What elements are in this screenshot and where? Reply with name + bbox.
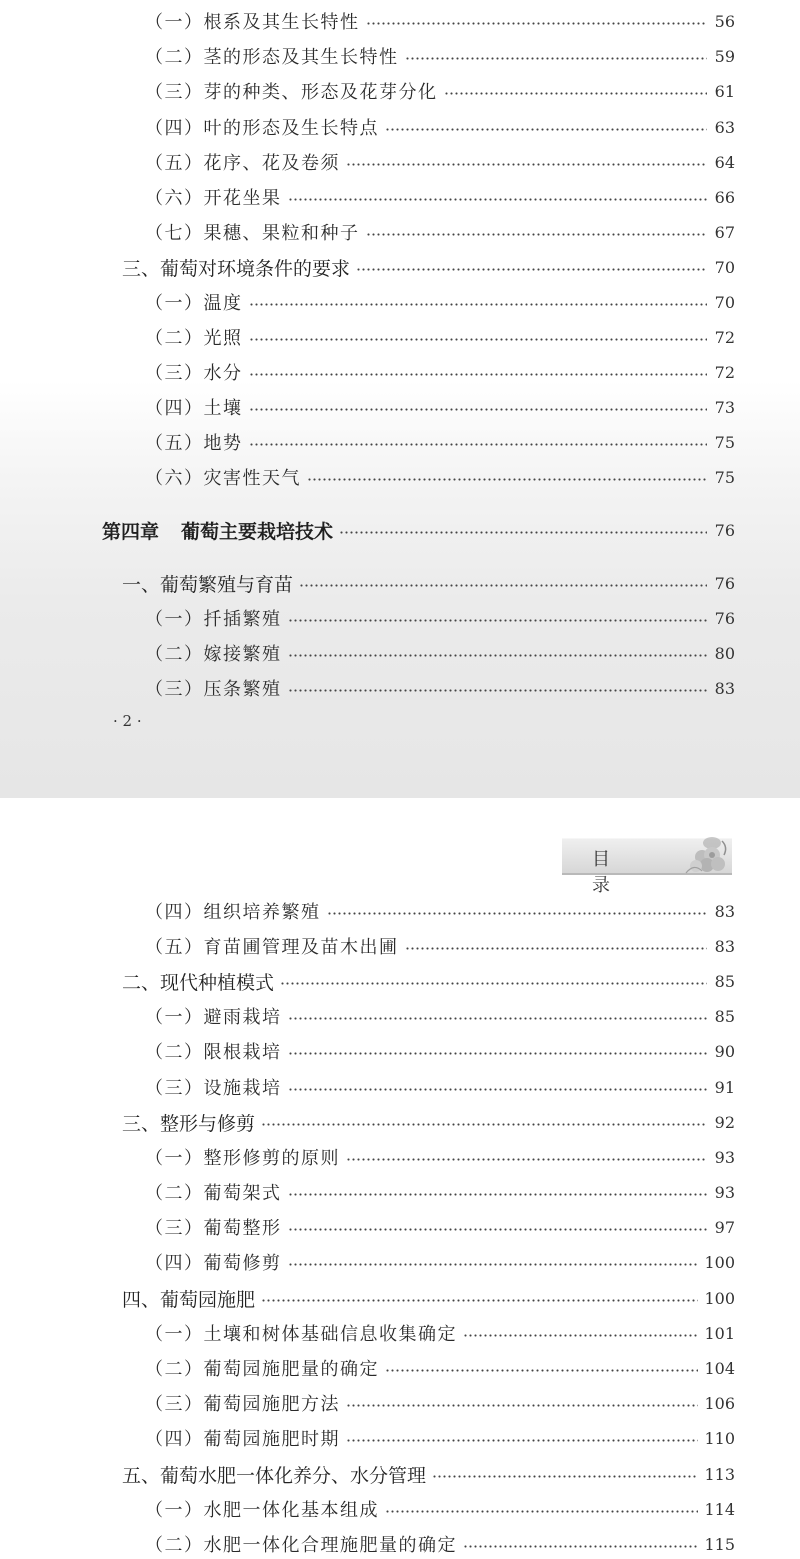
toc-entry[interactable]: [145, 1142, 735, 1172]
toc-entry-title: （一）整形修剪的原则: [145, 1148, 340, 1169]
toc-entry-title: （一）扦插繁殖: [145, 609, 282, 630]
toc-entry-page: 104: [704, 1358, 735, 1378]
toc-entry-title: （四）葡萄园施肥时期: [145, 1429, 340, 1450]
toc-entry-page: 76: [714, 520, 735, 540]
leader-dots: [346, 163, 707, 166]
toc-entry[interactable]: [145, 287, 735, 317]
leader-dots: [346, 1158, 707, 1161]
toc-entry-title: （六）开花坐果: [145, 188, 282, 209]
toc-entry-page: 75: [714, 432, 735, 452]
toc-entry[interactable]: [145, 1423, 735, 1453]
toc-entry-page: 93: [714, 1147, 735, 1167]
toc-section-entry[interactable]: [122, 1459, 735, 1489]
leader-dots: [288, 1263, 699, 1266]
toc-entry[interactable]: [145, 1001, 735, 1031]
toc-entry[interactable]: [145, 896, 735, 926]
leader-dots: [249, 303, 708, 306]
toc-entry[interactable]: [145, 217, 735, 247]
toc-entry-title: （七）果穗、果粒和种子: [145, 223, 360, 244]
leader-dots: [385, 1369, 698, 1372]
toc-entry[interactable]: [145, 1036, 735, 1066]
toc-entry[interactable]: [145, 673, 735, 703]
toc-entry-title: （三）葡萄园施肥方法: [145, 1394, 340, 1415]
toc-entry[interactable]: [145, 1318, 735, 1348]
leader-dots: [385, 1510, 698, 1513]
toc-entry-title: （二）限根栽培: [145, 1042, 282, 1063]
toc-entry[interactable]: [145, 462, 735, 492]
leader-dots: [288, 689, 708, 692]
toc-entry-title: （五）育苗圃管理及苗木出圃: [145, 937, 399, 958]
leader-dots: [288, 1193, 708, 1196]
toc-entry[interactable]: [145, 1212, 735, 1242]
toc-entry[interactable]: [145, 112, 735, 142]
toc-entry-title: （二）嫁接繁殖: [145, 644, 282, 665]
toc-entry-title: （四）土壤: [145, 398, 243, 419]
toc-entry-title: （一）水肥一体化基本组成: [145, 1500, 379, 1521]
leader-dots: [261, 1123, 707, 1126]
toc-entry-page: 100: [704, 1288, 735, 1308]
toc-entry-title: （五）地势: [145, 433, 243, 454]
toc-entry-page: 61: [714, 81, 735, 101]
toc-entry-page: 70: [714, 292, 735, 312]
leader-dots: [288, 1088, 708, 1091]
toc-entry-title: （五）花序、花及卷须: [145, 153, 340, 174]
toc-entry[interactable]: [145, 1529, 735, 1559]
toc-entry-page: 59: [714, 46, 735, 66]
toc-chapter-entry[interactable]: [102, 515, 735, 545]
toc-entry[interactable]: [145, 931, 735, 961]
toc-entry[interactable]: [145, 147, 735, 177]
leader-dots: [249, 338, 708, 341]
toc-entry[interactable]: [145, 1353, 735, 1383]
toc-entry[interactable]: [145, 357, 735, 387]
toc-entry-title: （一）根系及其生长特性: [145, 12, 360, 33]
toc-entry[interactable]: [145, 1247, 735, 1277]
toc-entry[interactable]: [145, 1388, 735, 1418]
toc-entry-page: 110: [704, 1428, 735, 1448]
leader-dots: [366, 233, 708, 236]
leader-dots: [463, 1334, 698, 1337]
toc-entry-page: 93: [714, 1182, 735, 1202]
toc-entry-page: 76: [714, 608, 735, 628]
page-folio: · 2 ·: [113, 712, 142, 730]
toc-entry-title: 三、葡萄对环境条件的要求: [122, 257, 351, 280]
toc-entry[interactable]: [145, 322, 735, 352]
toc-entry-page: 67: [714, 222, 735, 242]
toc-entry-page: 66: [714, 187, 735, 207]
toc-section-entry[interactable]: [122, 1283, 735, 1313]
toc-entry[interactable]: [145, 41, 735, 71]
toc-section-entry[interactable]: [122, 568, 735, 598]
page-separator: [0, 798, 800, 808]
toc-entry-title: （二）茎的形态及其生长特性: [145, 47, 399, 68]
toc-entry-page: 114: [704, 1499, 735, 1519]
leader-dots: [405, 57, 708, 60]
toc-entry-page: 70: [714, 257, 735, 277]
toc-entry-title: 一、葡萄繁殖与育苗: [122, 573, 294, 596]
toc-entry[interactable]: [145, 1177, 735, 1207]
grape-flower-icon: [672, 833, 730, 877]
toc-entry[interactable]: [145, 1072, 735, 1102]
toc-entry-page: 85: [714, 1006, 735, 1026]
leader-dots: [339, 531, 707, 534]
toc-entry[interactable]: [145, 182, 735, 212]
toc-entry-title: （二）葡萄园施肥量的确定: [145, 1359, 379, 1380]
toc-entry-title: （四）叶的形态及生长特点: [145, 118, 379, 139]
toc-entry[interactable]: [145, 76, 735, 106]
toc-entry[interactable]: [145, 1494, 735, 1524]
leader-dots: [288, 198, 708, 201]
leader-dots: [288, 1017, 708, 1020]
leader-dots: [346, 1439, 698, 1442]
toc-entry-page: 101: [704, 1323, 735, 1343]
leader-dots: [288, 654, 708, 657]
toc-entry-page: 115: [704, 1534, 735, 1554]
toc-entry-page: 76: [714, 573, 735, 593]
toc-section-entry[interactable]: [122, 966, 735, 996]
leader-dots: [288, 1228, 708, 1231]
toc-entry-title: （二）光照: [145, 328, 243, 349]
toc-entry-title: （三）水分: [145, 363, 243, 384]
toc-entry-title: （三）压条繁殖: [145, 679, 282, 700]
toc-entry-page: 83: [714, 936, 735, 956]
toc-entry-page: 63: [714, 117, 735, 137]
toc-entry-page: 73: [714, 397, 735, 417]
toc-entry-title: （三）设施栽培: [145, 1078, 282, 1099]
toc-entry-title: （三）芽的种类、形态及花芽分化: [145, 82, 438, 103]
toc-entry-title: 三、整形与修剪: [122, 1112, 256, 1135]
toc-entry-page: 92: [714, 1112, 735, 1132]
toc-entry-page: 100: [704, 1252, 735, 1272]
toc-entry[interactable]: [145, 392, 735, 422]
leader-dots: [261, 1299, 698, 1302]
toc-entry-page: 56: [714, 11, 735, 31]
leader-dots: [280, 982, 707, 985]
leader-dots: [307, 478, 707, 481]
toc-entry-page: 64: [714, 152, 735, 172]
chapter-number: 第四章: [102, 520, 160, 543]
toc-chapter-title: [102, 517, 333, 544]
leader-dots: [444, 92, 708, 95]
toc-entry-title: （二）葡萄架式: [145, 1183, 282, 1204]
toc-header-label: 目 录: [592, 849, 644, 896]
toc-entry[interactable]: [145, 603, 735, 633]
toc-entry-page: 90: [714, 1041, 735, 1061]
toc-entry-title: （六）灾害性天气: [145, 468, 301, 489]
toc-entry-page: 106: [704, 1393, 735, 1413]
toc-entry-title: （四）葡萄修剪: [145, 1253, 282, 1274]
leader-dots: [346, 1404, 698, 1407]
toc-entry-title: 五、葡萄水肥一体化养分、水分管理: [122, 1464, 427, 1487]
toc-entry-title: （三）葡萄整形: [145, 1218, 282, 1239]
leader-dots: [299, 584, 707, 587]
toc-entry-page: 83: [714, 901, 735, 921]
toc-section-entry[interactable]: [122, 1107, 735, 1137]
toc-header-banner: [562, 838, 732, 896]
toc-entry-page: 113: [704, 1464, 735, 1484]
toc-entry-title: 二、现代种植模式: [122, 971, 275, 994]
toc-entry-page: 91: [714, 1077, 735, 1097]
toc-entry-title: （一）温度: [145, 293, 243, 314]
toc-entry-page: 72: [714, 362, 735, 382]
toc-entry[interactable]: [145, 6, 735, 36]
toc-entry-page: 83: [714, 678, 735, 698]
toc-entry-title: （二）水肥一体化合理施肥量的确定: [145, 1535, 457, 1556]
leader-dots: [356, 268, 707, 271]
leader-dots: [432, 1475, 698, 1478]
toc-entry[interactable]: [145, 427, 735, 457]
leader-dots: [385, 128, 707, 131]
toc-entry-page: 85: [714, 971, 735, 991]
chapter-title-text: 葡萄主要栽培技术: [181, 520, 334, 543]
toc-entry-title: 四、葡萄园施肥: [122, 1288, 256, 1311]
toc-entry-page: 97: [714, 1217, 735, 1237]
toc-entry[interactable]: [145, 638, 735, 668]
leader-dots: [366, 22, 708, 25]
toc-entry-page: 80: [714, 643, 735, 663]
leader-dots: [249, 408, 708, 411]
toc-entry-title: （一）避雨栽培: [145, 1007, 282, 1028]
toc-entry-title: （四）组织培养繁殖: [145, 902, 321, 923]
leader-dots: [288, 619, 708, 622]
leader-dots: [249, 443, 708, 446]
leader-dots: [405, 947, 708, 950]
toc-entry-page: 75: [714, 467, 735, 487]
leader-dots: [249, 373, 708, 376]
toc-entry-page: 72: [714, 327, 735, 347]
toc-entry-title: （一）土壤和树体基础信息收集确定: [145, 1324, 457, 1345]
leader-dots: [327, 912, 708, 915]
toc-section-entry[interactable]: [122, 252, 735, 282]
leader-dots: [463, 1545, 698, 1548]
leader-dots: [288, 1052, 708, 1055]
